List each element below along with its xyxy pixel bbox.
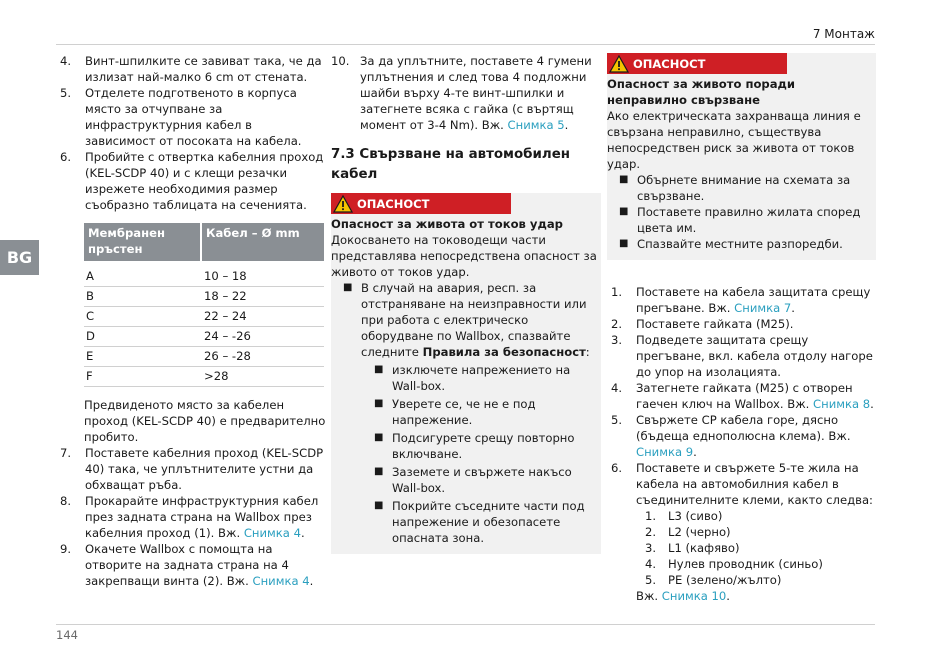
table-header: Кабел – Ø mm [202,223,324,261]
sub-bullet-item: ■ Подсигурете срещу повторно включване. [374,431,575,461]
sub-bullet-item: ■ Уверете се, че не е под напрежение. [374,397,536,427]
bullet-item: ■ Поставете правилно жилата според цвета им. [619,205,861,235]
bullet-icon: ■ [619,206,629,217]
bullet-icon: ■ [343,282,353,293]
sub-bullet-item: ■ Заземете и свържете накъсо Wall-box. [374,465,572,495]
language-tab: BG [0,240,39,275]
list-item: 3. Подведете защитата срещу прегъване, вкл. кабела отдолу нагоре до упор на изолацията. [611,333,873,379]
table-header: Мембранен пръстен [84,223,202,261]
list-item: 9. Окачете Wallbox с помощта на отворите на задната страна на 4 закрепващи винта (2). Вж. Снимка 4. [60,542,314,588]
bullet-item: ■ Спазвайте местните разпоредби. [619,237,843,251]
figure-link[interactable]: Снимка 7 [734,301,792,315]
table-row: A 10 – 18 [84,261,324,287]
note-paragraph: Предвиденото място за кабелен проход (KEL-SCDP 40) е предварително пробито. [84,398,326,444]
bullet-icon: ■ [619,174,629,185]
bullet-item: ■ В случай на авария, респ. за отстраняване на неизправности или при работа с електрическо оборудване по Wallbox, спазвайте следните Правила за безопасност: [343,281,590,359]
figure-link[interactable]: Снимка 4 [243,526,301,540]
bullet-icon: ■ [374,432,384,443]
list-item: 5. Свържете CP кабела горе, дясно (бъдеща еднополюсна клема). Вж. Снимка 9. [611,413,851,459]
list-item: 10. За да уплътните, поставете 4 гумени уплътнения и след това 4 подложни шайби върху 4-те винт-шпилки и затегнете всяка с гайка (с въртящ момент от 3-4 Nm). Вж. Снимка 5. [331,54,592,132]
list-item: 7. Поставете кабелния проход (KEL-SCDP 40) така, че уплътнителите устни да обхващат ръба. [60,446,324,492]
column-middle [331,53,601,554]
wire-item: 1. L3 (сиво) [645,509,723,523]
bullet-icon: ■ [374,364,384,375]
table-row: B 18 – 22 [84,287,324,307]
danger-label-bar: ОПАСНОСТ [331,193,511,214]
figure-reference: Вж. Снимка 10. [636,589,730,603]
warning-triangle-icon [333,195,353,213]
wire-item: 4. Нулев проводник (синьо) [645,557,823,571]
table-row: D 24 – -26 [84,327,324,347]
bullet-icon: ■ [374,500,384,511]
danger-title: Опасност за живота от токов удар [331,217,563,231]
column-left [56,53,326,589]
figure-link[interactable]: Снимка 10 [661,589,727,603]
list-item: 6. Поставете и свържете 5-те жила на кабела на автомобилния кабел в съединителните клеми, както следва: [611,461,873,507]
sub-bullet-item: ■ Покрийте съседните части под напрежение и обезопасете опасната зона. [374,499,585,545]
danger-text: Докосването на тоководещи части представлява непосредствена опасност за живото от токов удар. [331,233,597,279]
wire-item: 3. L1 (кафяво) [645,541,740,555]
table-row: C 22 – 24 [84,307,324,327]
list-item: 4. Винт-шпилките се завиват така, че да излизат най-малко 6 cm от стената. [60,54,322,84]
page-number: 144 [56,628,78,642]
footer-divider [56,624,875,625]
warning-triangle-icon [609,55,629,73]
table-row: F >28 [84,367,324,387]
header-divider [56,44,875,45]
figure-link[interactable]: Снимка 8 [813,397,871,411]
wire-item: 2. L2 (черно) [645,525,731,539]
sub-bullet-item: ■ изключете напрежението на Wall-box. [374,363,571,393]
danger-box [607,53,876,260]
list-item: 2. Поставете гайката (M25). [611,317,794,331]
list-item: 4. Затегнете гайката (M25) с отворен гаечен ключ на Wallbox. Вж. Снимка 8. [611,381,874,411]
wire-item: 5. PE (зелено/жълто) [645,573,782,587]
danger-title: Опасност за живото поради неправилно свързване [607,77,796,107]
cable-size-table [84,223,324,387]
danger-label-bar: ОПАСНОСТ [607,53,787,74]
danger-text: Ако електрическата захранваща линия е свързана неправилно, съществува непосредствен риск за живота от токов удар. [607,109,861,171]
list-item: 5. Отделете подготвеното в корпуса място за отчупване за инфраструктурния кабел в зависимост от посоката на кабела. [60,86,302,148]
list-item: 6. Пробийте с отвертка кабелния проход (KEL-SCDP 40) и с клещи резачки изрежете необходимия размер съобразно таблицата на сеченията. [60,150,324,212]
figure-link[interactable]: Снимка 4 [252,574,310,588]
bullet-icon: ■ [374,398,384,409]
bullet-item: ■ Обърнете внимание на схемата за свързване. [619,173,851,203]
column-right [607,53,876,604]
section-heading: 7.3 Свързване на автомобилен кабел [331,147,571,182]
danger-box [331,193,601,554]
list-item: 1. Поставете на кабела защитата срещу прегъване. Вж. Снимка 7. [611,285,871,315]
table-row: E 26 – -28 [84,347,324,367]
figure-link[interactable]: Снимка 5 [507,118,565,132]
bullet-icon: ■ [619,238,629,249]
chapter-header: 7 Монтаж [812,27,875,41]
bullet-icon: ■ [374,466,384,477]
figure-link[interactable]: Снимка 9 [636,445,694,459]
list-item: 8. Прокарайте инфраструктурния кабел през задната страна на Wallbox през кабелния проход (1). Вж. Снимка 4. [60,494,319,540]
